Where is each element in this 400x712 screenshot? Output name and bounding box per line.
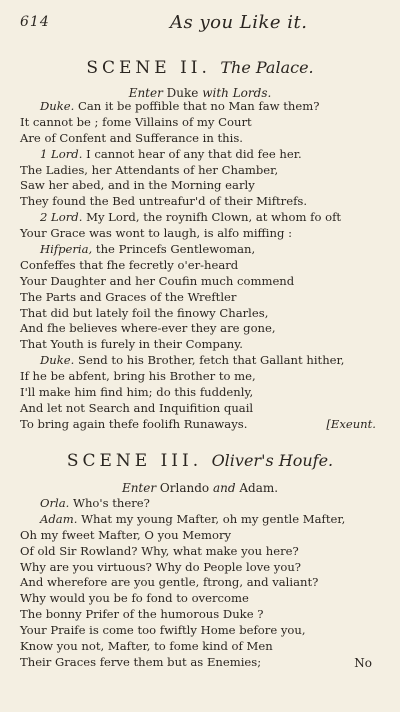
speaker-name: Adam. — [40, 511, 78, 526]
verse-line — [20, 607, 380, 623]
line-text: Know you not, Mafter, to fome kind of Men — [20, 639, 273, 654]
verse-line — [20, 575, 380, 591]
line-text: Of old Sir Rowland? Why, what make you here? — [20, 543, 299, 558]
stage-who: Orlando — [159, 481, 210, 495]
scene-2-heading — [0, 58, 400, 78]
verse-line — [20, 369, 380, 385]
stage-and: and — [212, 481, 236, 495]
verse-line — [20, 417, 380, 433]
verse-line — [20, 290, 380, 306]
verse-line — [20, 306, 380, 322]
line-text: Are of Confent and Sufferance in this. — [20, 130, 243, 145]
verse-line — [20, 496, 380, 512]
scene-2-stage-direction — [0, 86, 400, 100]
verse-line — [20, 178, 380, 194]
speaker-name: 2 Lord. — [40, 210, 83, 225]
verse-line — [20, 385, 380, 401]
line-text: They found the Bed untreafur'd of their Miftrefs. — [20, 194, 308, 209]
line-text: the Princefs Gentlewoman, — [92, 242, 256, 257]
verse-line — [20, 194, 380, 210]
line-text: I'll make him find him; do this fuddenly, — [20, 385, 254, 400]
speaker-name: Hifperia, — [40, 242, 93, 257]
verse-line — [20, 560, 380, 576]
line-text: And let not Search and Inquifition quail — [20, 400, 254, 415]
verse-line — [20, 163, 380, 179]
verse-line — [20, 401, 380, 417]
verse-line — [20, 337, 380, 353]
stage-who: Duke — [166, 86, 199, 100]
line-text: Saw her abed, and in the Morning early — [20, 178, 255, 193]
scene-2-text — [20, 99, 380, 433]
verse-line — [20, 242, 380, 258]
catchword: No — [354, 656, 372, 670]
line-text: Send to his Brother, fetch that Gallant hither, — [74, 353, 345, 368]
scene-3-stage-direction — [0, 481, 400, 495]
verse-line — [20, 639, 380, 655]
line-text: What my young Mafter, oh my gentle Mafter, — [77, 511, 346, 526]
speaker-name: Duke. — [40, 353, 75, 368]
scene-3-heading — [0, 451, 400, 471]
verse-line — [20, 623, 380, 639]
line-text: That did but lately foil the finowy Charles, — [20, 305, 269, 320]
line-text: If he be abfent, bring his Brother to me, — [20, 369, 256, 384]
verse-line — [20, 210, 380, 226]
verse-line — [20, 544, 380, 560]
verse-line — [20, 115, 380, 131]
line-text: The bonny Prifer of the humorous Duke ? — [20, 607, 264, 622]
stage-enter: Enter — [121, 481, 157, 495]
line-text: Can it be poffible that no Man faw them? — [74, 99, 320, 113]
line-text: My Lord, the roynifh Clown, at whom fo oft — [82, 210, 342, 225]
running-head — [20, 12, 380, 38]
verse-line — [20, 274, 380, 290]
line-text: Who's there? — [69, 496, 150, 510]
scene-2-place: The Palace. — [220, 58, 314, 77]
speaker-name: Duke. — [40, 99, 75, 113]
speaker-name: 1 Lord. — [40, 146, 83, 161]
line-text: The Parts and Graces of the Wreftler — [20, 289, 237, 304]
scene-3-text — [20, 496, 380, 671]
verse-line — [20, 99, 380, 115]
line-text: Your Praife is come too fwiftly Home before you, — [20, 623, 306, 638]
line-text: And wherefore are you gentle, ftrong, and valiant? — [20, 575, 319, 590]
verse-line — [20, 591, 380, 607]
stage-with: with Lords. — [202, 86, 272, 100]
line-text: To bring again thefe foolifh Runaways. — [20, 416, 248, 431]
verse-line — [20, 321, 380, 337]
line-text: Confeffes that fhe fecretly o'er-heard — [20, 257, 239, 272]
line-text: Your Grace was wont to laugh, is alfo miffing : — [20, 226, 292, 241]
line-text: Their Graces ferve them but as Enemies; — [20, 654, 262, 669]
page-number: 614 — [20, 14, 50, 30]
line-text: I cannot hear of any that did fee her. — [82, 146, 302, 161]
scene-3-number: SCENE III. — [66, 451, 203, 471]
line-text: The Ladies, her Attendants of her Chamber, — [20, 162, 279, 177]
speaker-name: Orla. — [40, 496, 70, 510]
stage-enter: Enter — [128, 86, 163, 100]
scene-3-place: Oliver's Houfe. — [211, 451, 334, 470]
verse-line — [20, 147, 380, 163]
verse-line — [20, 655, 380, 671]
verse-line — [20, 258, 380, 274]
exeunt-direction: [Exeunt. — [326, 416, 376, 431]
verse-line — [20, 528, 380, 544]
line-text: Why are you virtuous? Why do People love you? — [20, 559, 302, 574]
line-text: And fhe believes where-ever they are gone, — [20, 321, 276, 336]
verse-line — [20, 226, 380, 242]
line-text: Why would you be fo fond to overcome — [20, 591, 249, 606]
verse-line — [20, 131, 380, 147]
stage-who-2: Adam. — [239, 481, 279, 495]
line-text: Oh my fweet Mafter, O you Memory — [20, 527, 232, 542]
verse-line — [20, 353, 380, 369]
verse-line — [20, 512, 380, 528]
running-title: As you Like it. — [170, 12, 308, 33]
line-text: Your Daughter and her Coufin much commend — [20, 273, 295, 288]
line-text: It cannot be ; fome Villains of my Court — [20, 114, 252, 129]
scene-2-number: SCENE II. — [86, 58, 211, 78]
line-text: That Youth is furely in their Company. — [20, 337, 243, 352]
